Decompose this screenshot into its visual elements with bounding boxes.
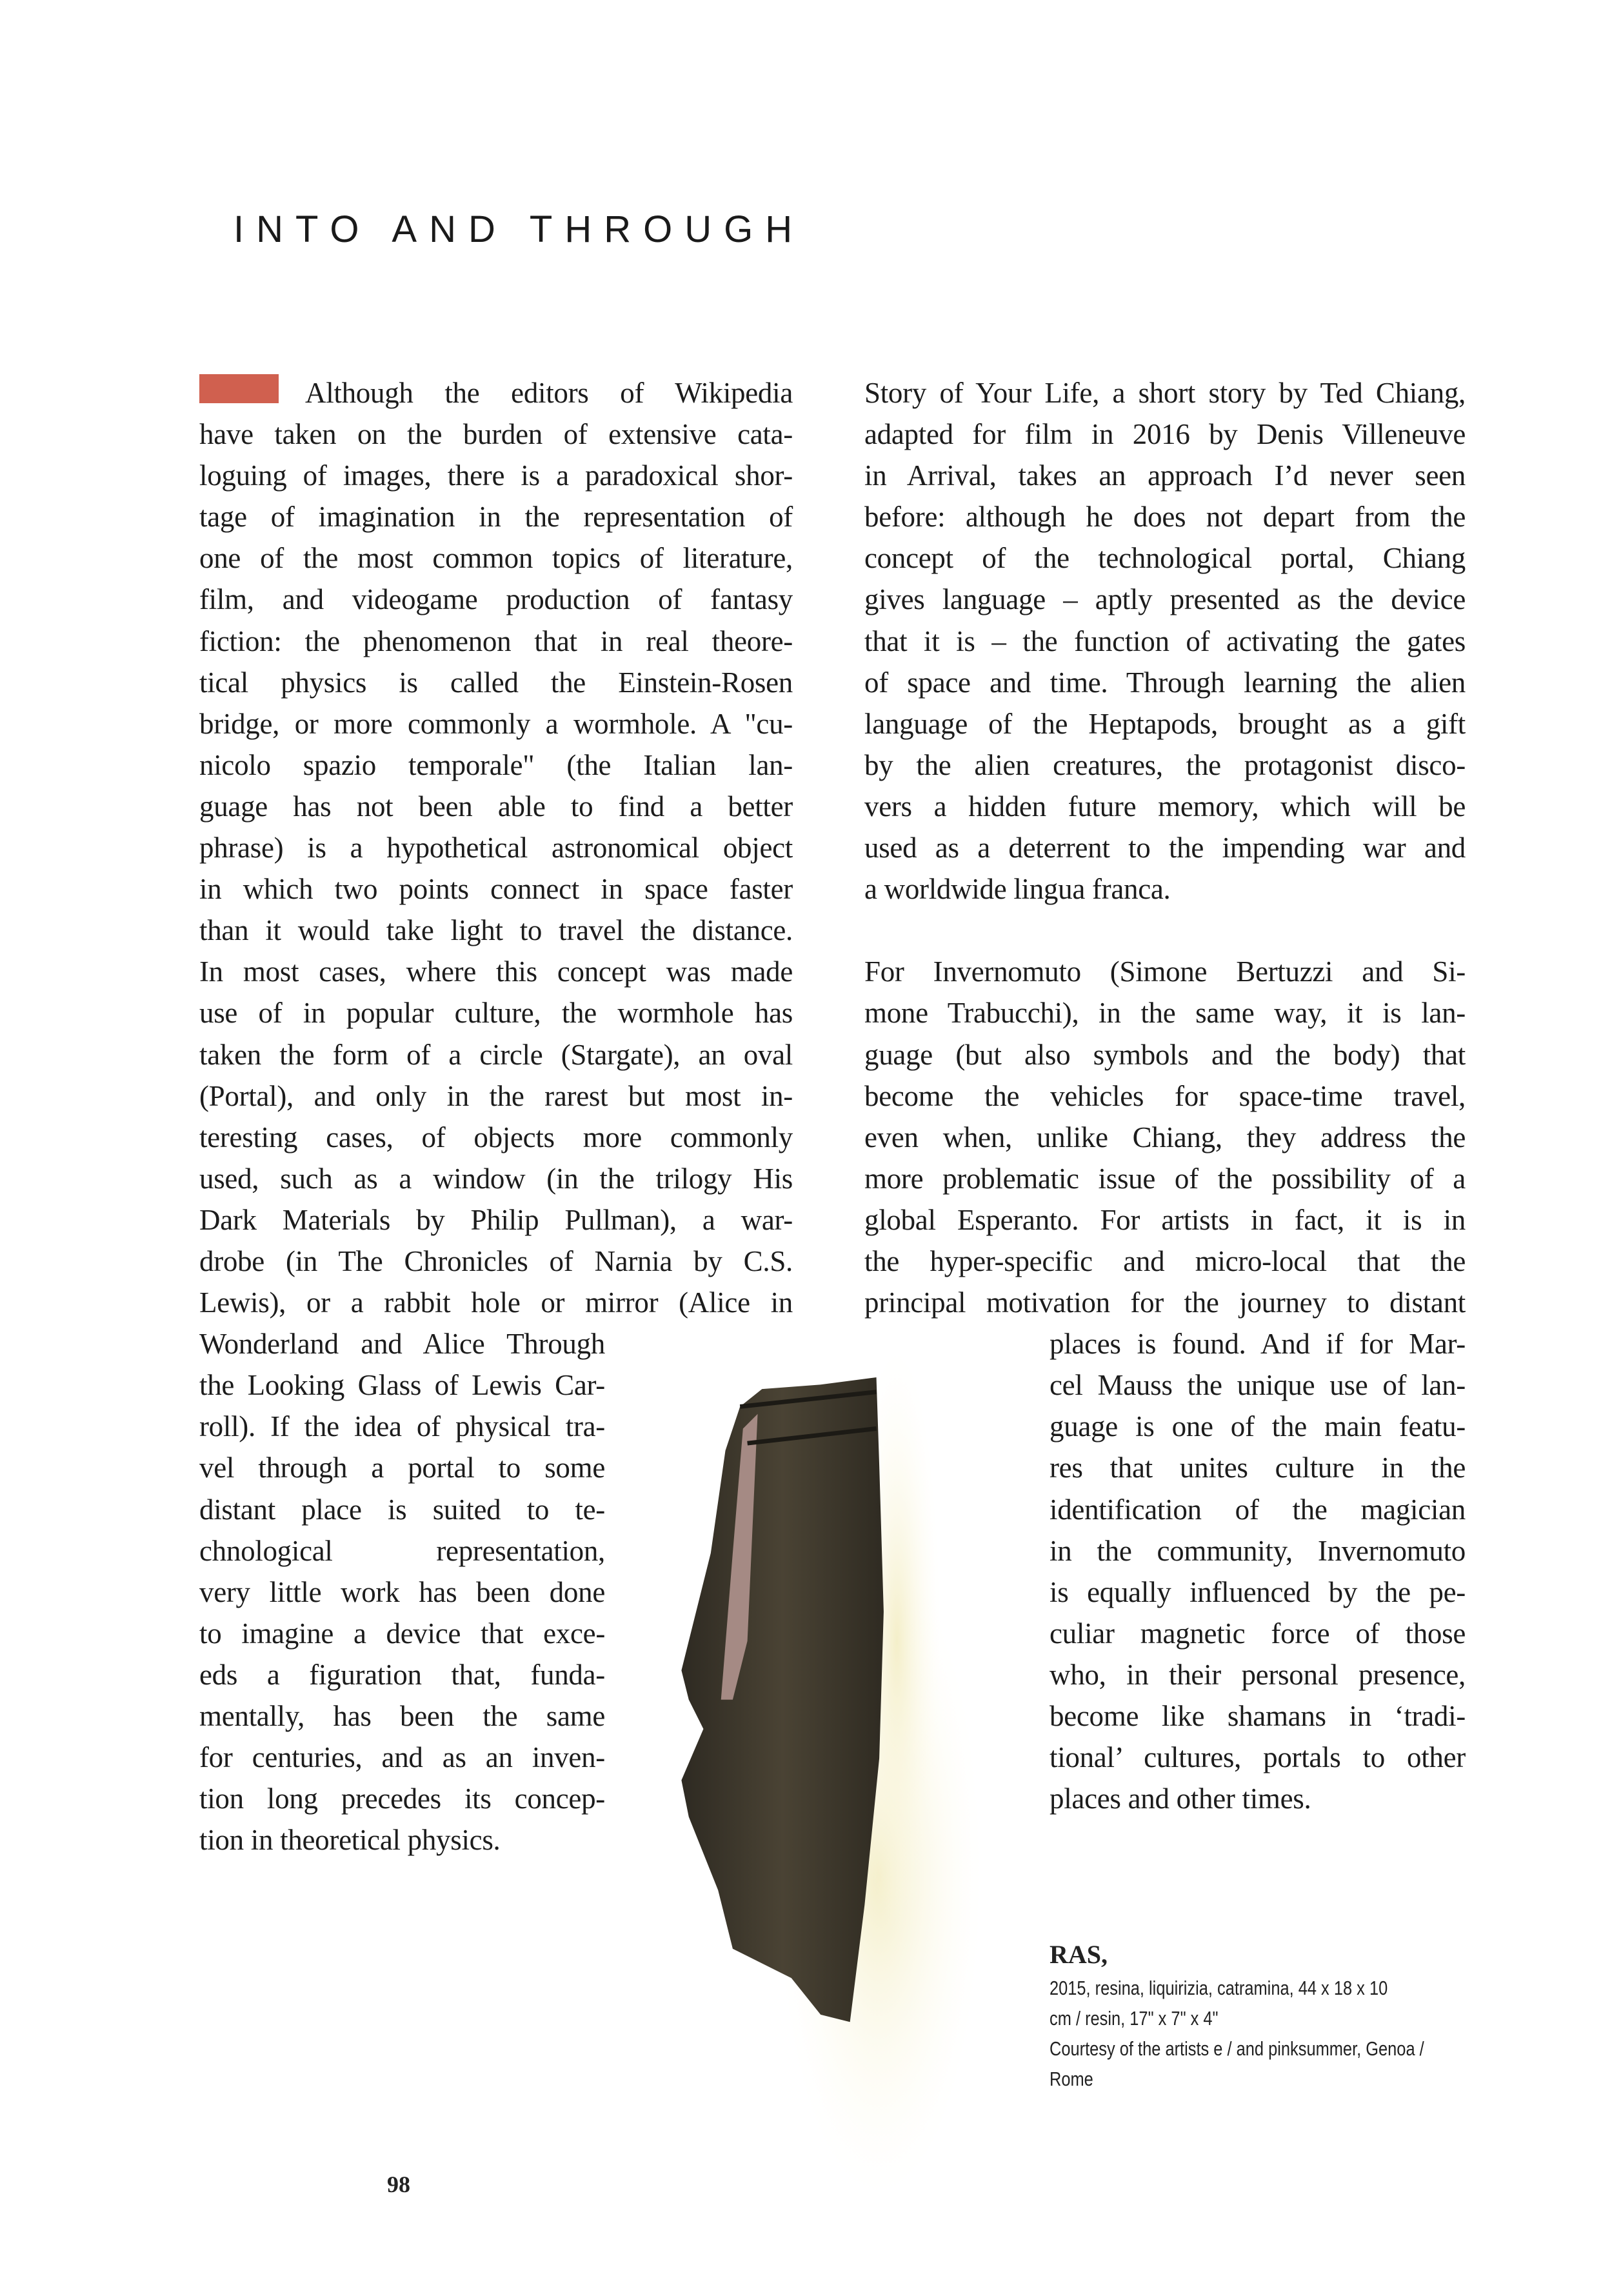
text-line: (Portal), and only in the rarest but most in- (199, 1079, 793, 1112)
text-line: used, such as a window (in the trilogy His (199, 1162, 793, 1195)
text-line: taken the form of a circle (Stargate), an oval (199, 1038, 793, 1071)
text-line: film, and videogame production of fantasy (199, 583, 793, 616)
image-caption (1050, 1937, 1506, 2094)
text-line: than it would take light to travel the distance. (199, 914, 793, 947)
text-line: the hyper-specific and micro-local that the (864, 1244, 1466, 1277)
text-line: tical physics is called the Einstein-Rosen (199, 666, 793, 699)
text-line: very little work has been done (199, 1575, 605, 1608)
text-line: language of the Heptapods, brought as a gift (864, 707, 1466, 740)
text-line: for centuries, and as an inven- (199, 1741, 605, 1774)
caption-line: cm / resin, 17" x 7" x 4" (1050, 2007, 1219, 2030)
text-line: vel through a portal to some (199, 1452, 605, 1484)
text-line: places is found. And if for Mar- (1050, 1328, 1466, 1361)
text-line: places and other times. (1050, 1782, 1311, 1815)
text-line: in Arrival, takes an approach I’d never seen (864, 459, 1466, 492)
text-line: roll). If the idea of physical tra- (199, 1410, 605, 1443)
text-line: is equally influenced by the pe- (1050, 1575, 1466, 1608)
text-line: distant place is suited to te- (199, 1493, 605, 1526)
text-line: have taken on the burden of extensive cata- (199, 418, 793, 451)
text-line: Wonderland and Alice Through (199, 1328, 605, 1361)
text-line: become the vehicles for space-time travel, (864, 1079, 1466, 1112)
text-line: tion in theoretical physics. (199, 1824, 501, 1857)
text-line: principal motivation for the journey to distant (864, 1286, 1466, 1319)
text-line: guage has not been able to find a better (199, 790, 793, 823)
text-line: to imagine a device that exce- (199, 1617, 605, 1650)
text-line: phrase) is a hypothetical astronomical object (199, 832, 793, 864)
text-line: adapted for film in 2016 by Denis Villeneuve (864, 418, 1466, 451)
text-line: In most cases, where this concept was made (199, 955, 793, 988)
text-line: before: although he does not depart from the (864, 501, 1466, 534)
text-line: more problematic issue of the possibility of a (864, 1162, 1466, 1195)
page-number: 98 (387, 2171, 410, 2197)
text-line: gives language – aptly presented as the device (864, 583, 1466, 616)
caption-line: Rome (1050, 2068, 1093, 2090)
text-line: Although the editors of Wikipedia (305, 377, 793, 409)
caption-line: 2015, resina, liquirizia, catramina, 44 x 18 x 10 (1050, 1977, 1388, 1999)
text-line: Story of Your Life, a short story by Ted Chiang, (864, 377, 1466, 409)
text-line: mone Trabucchi), in the same way, it is lan- (864, 997, 1466, 1030)
text-line: tion long precedes its concep- (199, 1782, 605, 1815)
text-line: bridge, or more commonly a wormhole. A "cu- (199, 707, 793, 740)
text-line: tage of imagination in the representation of (199, 501, 793, 534)
text-line: in the community, Invernomuto (1050, 1534, 1466, 1567)
right-column (864, 372, 1466, 1819)
text-line: cel Mauss the unique use of lan- (1050, 1369, 1466, 1402)
text-line: by the alien creatures, the protagonist disco- (864, 748, 1466, 781)
text-line: For Invernomuto (Simone Bertuzzi and Si- (864, 955, 1466, 988)
text-line: concept of the technological portal, Chiang (864, 542, 1466, 575)
text-line: become like shamans in ‘tradi- (1050, 1700, 1466, 1732)
text-line: identification of the magician (1050, 1493, 1466, 1526)
text-line: drobe (in The Chronicles of Narnia by C.S. (199, 1244, 793, 1277)
left-column (199, 372, 793, 1861)
text-line: fiction: the phenomenon that in real theore- (199, 624, 793, 657)
text-line: teresting cases, of objects more commonly (199, 1121, 793, 1153)
text-line: global Esperanto. For artists in fact, it is in (864, 1203, 1466, 1236)
text-line: tional’ cultures, portals to other (1050, 1741, 1466, 1774)
text-line: guage (but also symbols and the body) that (864, 1038, 1466, 1071)
text-line: res that unites culture in the (1050, 1452, 1466, 1484)
caption-line: Courtesy of the artists e / and pinksummer, Genoa / (1050, 2037, 1424, 2060)
text-line: that it is – the function of activating the gates (864, 624, 1466, 657)
text-line: of space and time. Through learning the alien (864, 666, 1466, 699)
text-line: who, in their personal presence, (1050, 1658, 1466, 1691)
text-line: nicolo spazio temporale" (the Italian lan- (199, 748, 793, 781)
text-line: Dark Materials by Philip Pullman), a war- (199, 1203, 793, 1236)
text-line: chnological representation, (199, 1534, 605, 1567)
caption-title: RAS, (1050, 1940, 1108, 1969)
text-line: use of in popular culture, the wormhole has (199, 997, 793, 1030)
text-line: vers a hidden future memory, which will be (864, 790, 1466, 823)
text-line: in which two points connect in space faster (199, 873, 793, 906)
paragraph-gap (864, 910, 1466, 951)
page-title: INTO AND THROUGH (234, 208, 805, 250)
text-line: guage is one of the main featu- (1050, 1410, 1466, 1443)
text-line: loguing of images, there is a paradoxical shor- (199, 459, 793, 492)
text-line: culiar magnetic force of those (1050, 1617, 1466, 1650)
text-line: used as a deterrent to the impending war and (864, 832, 1466, 864)
text-line: even when, unlike Chiang, they address the (864, 1121, 1466, 1153)
text-line: one of the most common topics of literature, (199, 542, 793, 575)
text-line: Lewis), or a rabbit hole or mirror (Alice in (199, 1286, 793, 1319)
text-line: eds a figuration that, funda- (199, 1658, 605, 1691)
text-line: the Looking Glass of Lewis Car- (199, 1369, 605, 1402)
text-line: a worldwide lingua franca. (864, 873, 1171, 906)
text-line: mentally, has been the same (199, 1700, 605, 1732)
